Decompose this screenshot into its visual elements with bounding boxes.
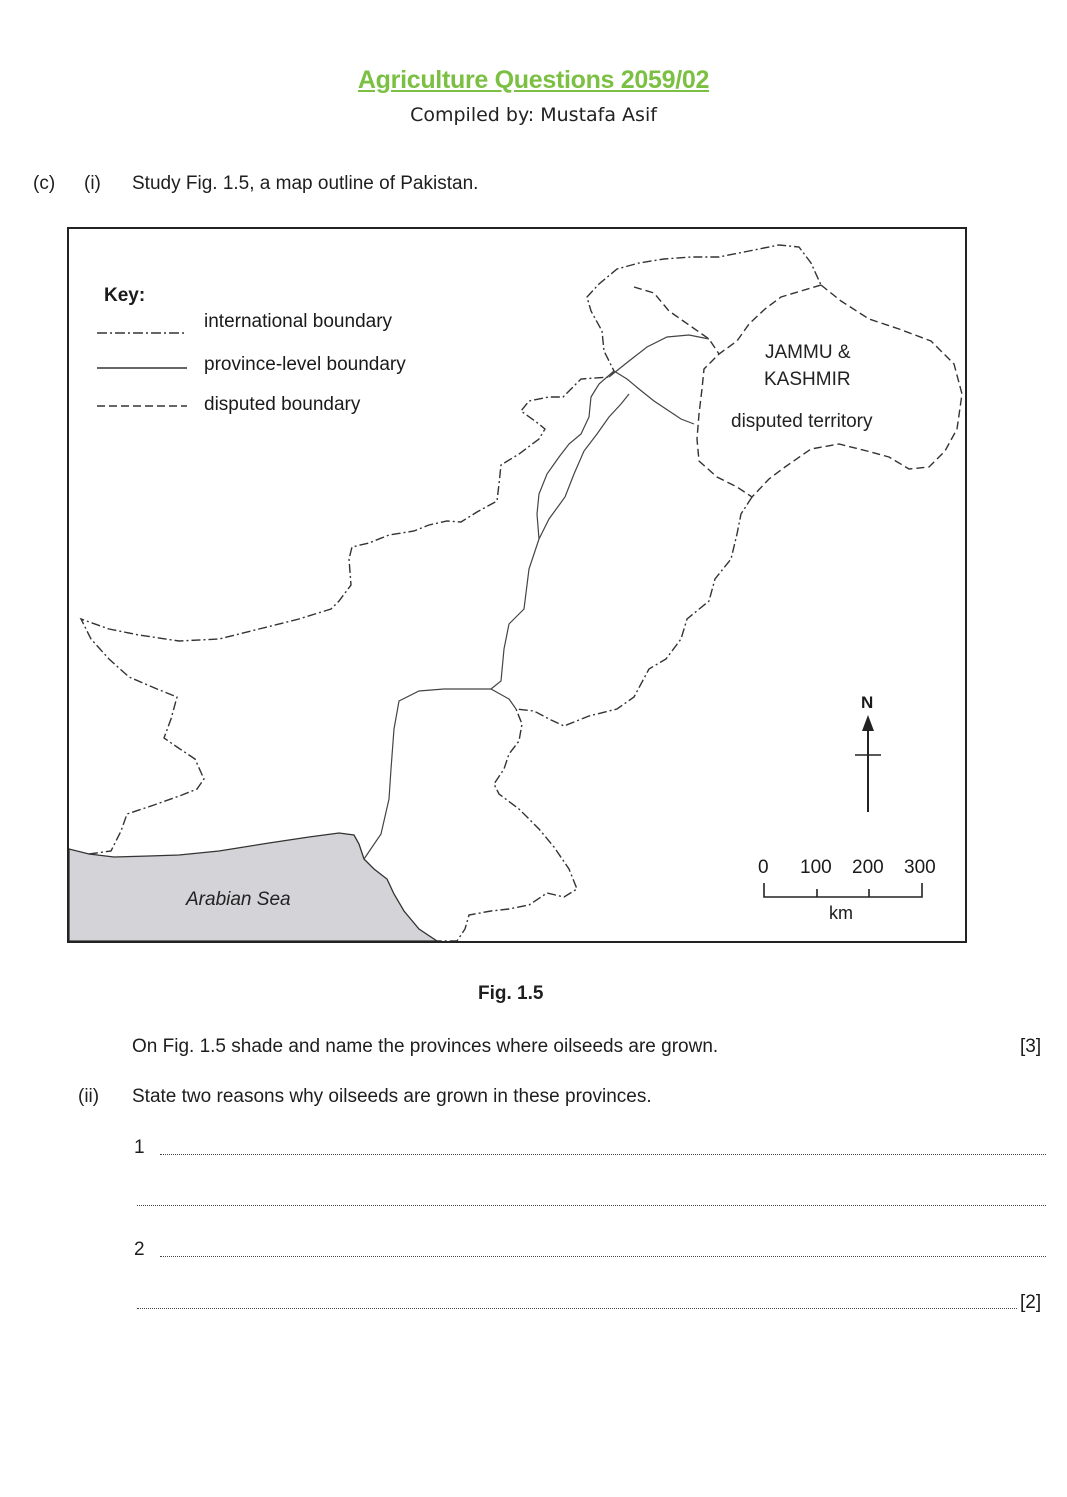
scale-unit-label: km bbox=[829, 903, 853, 923]
instruction-text: On Fig. 1.5 shade and name the provinces where oilseeds are grown. bbox=[132, 1036, 719, 1057]
north-arrow-head bbox=[862, 715, 874, 731]
sub-ii-label: (ii) bbox=[78, 1086, 100, 1107]
pakistan-map bbox=[67, 227, 967, 943]
key-label-international: international boundary bbox=[204, 311, 393, 332]
jammu-kashmir-label-1: JAMMU & bbox=[765, 342, 851, 363]
part-c-label: (c) bbox=[33, 173, 56, 194]
map-drawing bbox=[69, 229, 965, 941]
compiled-by: Compiled by: Mustafa Asif bbox=[410, 104, 657, 126]
key-label-province: province-level boundary bbox=[204, 354, 406, 375]
sub-i-text: Study Fig. 1.5, a map outline of Pakistan. bbox=[132, 173, 479, 194]
answer-marks: [2] bbox=[1020, 1292, 1042, 1313]
key-label-disputed: disputed boundary bbox=[204, 394, 361, 415]
disputed-boundary bbox=[697, 285, 962, 497]
province-boundary-sindh-punjab bbox=[491, 689, 516, 709]
scale-label-300: 300 bbox=[904, 857, 936, 878]
province-boundary-baloch-punjab bbox=[364, 539, 539, 859]
sub-i-label: (i) bbox=[84, 173, 101, 194]
disputed-boundary-north bbox=[634, 287, 719, 354]
arabian-sea-label: Arabian Sea bbox=[186, 889, 291, 910]
figure-caption: Fig. 1.5 bbox=[478, 983, 544, 1004]
north-label: N bbox=[861, 693, 874, 712]
international-boundary-east bbox=[437, 497, 752, 941]
answer-line-1b[interactable] bbox=[137, 1205, 1046, 1206]
scale-bar bbox=[764, 883, 922, 897]
answer-number-2: 2 bbox=[134, 1239, 145, 1260]
scale-label-200: 200 bbox=[852, 857, 884, 878]
document-title: Agriculture Questions 2059/02 bbox=[357, 66, 710, 94]
key-title: Key: bbox=[104, 285, 146, 306]
scale-label-100: 100 bbox=[800, 857, 832, 878]
province-boundary-gb bbox=[609, 335, 709, 377]
answer-line-2a[interactable] bbox=[160, 1256, 1046, 1257]
answer-line-1a[interactable] bbox=[160, 1154, 1046, 1155]
province-boundary-kp bbox=[537, 371, 614, 539]
instruction-marks: [3] bbox=[1020, 1036, 1042, 1057]
jammu-kashmir-label-2: KASHMIR bbox=[764, 369, 851, 390]
answer-line-2b[interactable] bbox=[137, 1308, 1017, 1309]
answer-number-1: 1 bbox=[134, 1137, 145, 1158]
international-boundary-west bbox=[81, 245, 821, 854]
sub-ii-text: State two reasons why oilseeds are grown in these provinces. bbox=[132, 1086, 652, 1107]
arabian-sea-area bbox=[69, 833, 437, 941]
scale-label-0: 0 bbox=[758, 857, 769, 878]
disputed-territory-label: disputed territory bbox=[731, 411, 873, 432]
